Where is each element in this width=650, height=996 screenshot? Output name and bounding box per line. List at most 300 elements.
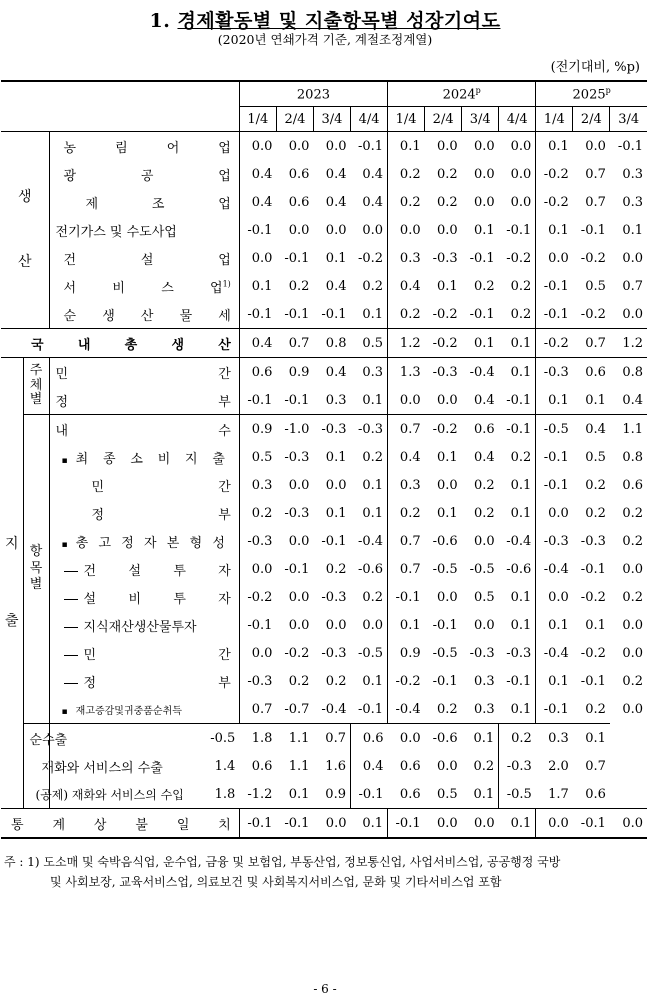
value-cell: 0.6 — [288, 194, 310, 210]
value-cell: 0.4 — [474, 392, 495, 408]
table-row — [1, 300, 647, 329]
row-label: 제 조 업 — [49, 188, 239, 216]
value-cell: 0.0 — [622, 617, 643, 633]
footnote-line-2: 및 사회보장, 교육서비스업, 의료보건 및 사회복지서비스업, 문화 및 기타서비스업 포함 — [50, 875, 502, 889]
value-cell: 0.0 — [610, 809, 647, 839]
value-cell: -0.1 — [580, 561, 606, 577]
value-cell: 0.0 — [622, 306, 643, 322]
value-cell: -0.2 — [536, 329, 573, 358]
table-row — [1, 272, 647, 300]
row-label — [49, 216, 239, 244]
value-cell: 0.2 — [499, 724, 536, 753]
value-cell: -0.2 — [425, 415, 462, 444]
value-cell: 0.2 — [622, 589, 643, 605]
value-cell: 0.2 — [622, 505, 643, 521]
value-cell: 0.7 — [573, 329, 610, 358]
value-cell: 0.0 — [474, 533, 495, 549]
value-cell: 0.2 — [288, 673, 310, 689]
value-cell: -0.2 — [536, 160, 573, 188]
value-cell: 0.4 — [325, 278, 347, 294]
value-cell: 0.6 — [399, 758, 421, 774]
value-cell: 0.0 — [622, 561, 643, 577]
value-cell: -0.5 — [536, 415, 573, 444]
value-cell: 0.8 — [622, 449, 643, 465]
value-cell: -0.6 — [357, 561, 384, 577]
table-row — [1, 583, 647, 611]
value-cell: 0.0 — [313, 809, 350, 839]
table-row — [1, 415, 647, 444]
value-cell: 0.6 — [622, 477, 643, 493]
value-cell: 0.0 — [388, 386, 425, 415]
value-cell: 0.2 — [388, 300, 425, 329]
table-row — [1, 724, 647, 753]
row-label: 정 부 — [49, 386, 239, 415]
quarter-header: 3/4 — [462, 107, 499, 132]
value-cell: 0.1 — [288, 786, 310, 802]
value-cell: 1.3 — [388, 358, 425, 387]
value-cell: 0.0 — [436, 222, 458, 238]
subtitle: (2020년 연쇄가격 기준, 계절조정계열) — [217, 32, 433, 47]
value-cell: 0.0 — [288, 533, 310, 549]
value-cell: -0.5 — [469, 561, 495, 577]
row-label: 통 계 상 불 일 치 — [1, 809, 239, 839]
row-label — [49, 695, 239, 724]
value-cell: -0.4 — [536, 555, 573, 583]
value-cell: -0.3 — [313, 415, 350, 444]
value-cell: 0.2 — [288, 278, 310, 294]
tree-connector — [64, 599, 78, 600]
value-cell: 0.2 — [585, 477, 606, 493]
value-cell: 0.2 — [436, 701, 458, 717]
value-cell: 0.2 — [585, 505, 606, 521]
value-cell: -1.2 — [247, 786, 273, 802]
row-label: 순 생 산 물 세 — [49, 300, 239, 329]
value-cell: 0.0 — [425, 809, 462, 839]
tree-connector — [64, 655, 78, 656]
value-cell: 0.0 — [436, 477, 458, 493]
table-row — [1, 752, 647, 780]
value-cell: -0.3 — [239, 527, 276, 555]
group-expenditure: 지 출 — [1, 358, 23, 809]
bullet-icon: ▪ — [61, 706, 68, 717]
value-cell: 0.1 — [499, 809, 536, 839]
value-cell: 0.0 — [536, 809, 573, 839]
value-cell: 0.0 — [239, 555, 276, 583]
value-cell: 0.2 — [362, 278, 384, 294]
value-cell: 0.4 — [474, 449, 495, 465]
value-cell: 0.0 — [499, 132, 536, 161]
value-cell: 0.1 — [585, 617, 606, 633]
value-cell: 0.2 — [510, 449, 532, 465]
value-cell: -0.3 — [425, 358, 462, 387]
value-cell: -0.3 — [350, 415, 387, 444]
value-cell: 0.1 — [436, 449, 458, 465]
value-cell: 0.1 — [536, 611, 573, 639]
table-row — [1, 160, 647, 188]
table-row — [1, 611, 647, 639]
value-cell: 0.2 — [474, 477, 495, 493]
value-cell: 0.7 — [388, 527, 425, 555]
value-cell: -0.4 — [536, 639, 573, 667]
row-label-text: 지식재산생산물투자 — [83, 619, 197, 635]
value-cell: 0.5 — [585, 278, 606, 294]
value-cell: 0.0 — [325, 617, 347, 633]
value-cell: 0.4 — [325, 194, 347, 210]
value-cell: 0.7 — [622, 278, 643, 294]
value-cell: -0.1 — [276, 809, 313, 839]
value-cell: 0.0 — [462, 809, 499, 839]
value-cell: -0.2 — [506, 250, 532, 266]
value-cell: 0.0 — [288, 477, 310, 493]
value-cell: 0.0 — [362, 222, 384, 238]
value-cell: -0.3 — [284, 449, 310, 465]
value-cell: 0.6 — [239, 358, 276, 387]
value-cell: 0.3 — [622, 166, 643, 182]
value-cell: 0.0 — [436, 589, 458, 605]
row-label: 설 비 투 자 — [49, 583, 239, 611]
value-cell: 0.4 — [388, 272, 425, 300]
value-cell: -0.5 — [432, 645, 458, 661]
value-cell: -0.6 — [432, 533, 458, 549]
value-cell: 0.0 — [425, 132, 462, 161]
year-header: 2023 — [239, 81, 387, 107]
value-cell: 0.1 — [473, 786, 495, 802]
value-cell: 0.4 — [350, 752, 387, 780]
value-cell: -0.1 — [536, 443, 573, 471]
table-row — [1, 667, 647, 695]
row-label — [23, 780, 184, 809]
row-label: 민 간 — [49, 358, 239, 387]
value-cell: 1.1 — [288, 758, 310, 774]
value-cell: 0.3 — [622, 194, 643, 210]
value-cell: 1.6 — [325, 758, 346, 774]
value-cell: -0.2 — [239, 583, 276, 611]
value-cell: -0.3 — [321, 645, 347, 661]
value-cell: 0.5 — [474, 589, 495, 605]
value-cell: 0.2 — [474, 505, 495, 521]
value-cell: 0.2 — [325, 673, 347, 689]
value-cell: 0.7 — [388, 555, 425, 583]
value-cell: -0.1 — [432, 617, 458, 633]
value-cell: 0.3 — [474, 673, 495, 689]
value-cell: 0.2 — [362, 449, 384, 465]
value-cell: -0.1 — [239, 611, 276, 639]
row-label: 건 설 업 — [49, 244, 239, 272]
value-cell: 0.1 — [325, 449, 347, 465]
value-cell: 0.6 — [585, 786, 606, 802]
value-cell: 0.1 — [350, 809, 387, 839]
value-cell: -0.1 — [499, 415, 536, 444]
value-cell: -0.1 — [239, 216, 276, 244]
value-cell: -0.1 — [321, 306, 347, 322]
value-cell: -0.3 — [321, 589, 347, 605]
value-cell: 0.0 — [276, 132, 313, 161]
quarter-header: 2/4 — [573, 107, 610, 132]
value-cell: 0.1 — [462, 329, 499, 358]
value-cell: 0.4 — [325, 166, 347, 182]
value-cell: 0.1 — [585, 392, 606, 408]
value-cell: 0.6 — [462, 415, 499, 444]
value-cell: -0.4 — [321, 701, 347, 717]
value-cell: -0.1 — [284, 561, 310, 577]
row-label: 농 림 어 업 — [49, 132, 239, 161]
quarter-header: 4/4 — [350, 107, 387, 132]
page-number: - 6 - — [313, 982, 337, 996]
value-cell: 0.4 — [362, 166, 384, 182]
value-cell: 0.6 — [251, 758, 273, 774]
quarter-header: 3/4 — [610, 107, 647, 132]
value-cell: 0.3 — [239, 471, 276, 499]
value-cell: 0.2 — [510, 306, 532, 322]
row-label: 민 간 — [49, 471, 239, 499]
value-cell: 0.0 — [362, 617, 384, 633]
value-cell: -0.2 — [580, 645, 606, 661]
value-cell: 0.4 — [239, 188, 276, 216]
value-cell: 0.1 — [573, 724, 610, 753]
table-row — [1, 386, 647, 415]
footnote-prefix: 주 : 1) — [4, 855, 40, 869]
value-cell: -0.1 — [536, 471, 573, 499]
value-cell: 0.0 — [436, 392, 458, 408]
value-cell: 1.4 — [49, 752, 239, 780]
value-cell: 0.4 — [239, 160, 276, 188]
tree-connector — [64, 571, 78, 572]
value-cell: -0.1 — [573, 809, 610, 839]
table-row — [1, 216, 647, 244]
value-cell: 0.0 — [436, 758, 458, 774]
value-cell: 0.7 — [585, 166, 606, 182]
quarter-header: 2/4 — [425, 107, 462, 132]
value-cell: 0.8 — [610, 358, 647, 387]
value-cell: 0.7 — [239, 695, 276, 724]
value-cell: -0.4 — [506, 533, 532, 549]
value-cell: 0.1 — [510, 505, 532, 521]
row-label: 서 비 스 업$^{1)}$ — [49, 272, 239, 300]
value-cell: 0.0 — [239, 244, 276, 272]
value-cell: -0.1 — [432, 673, 458, 689]
value-cell: 1.1 — [276, 724, 313, 753]
row-label: 광 공 업 — [49, 160, 239, 188]
value-cell: 0.0 — [474, 617, 495, 633]
value-cell: 0.0 — [388, 216, 425, 244]
value-cell: 0.9 — [388, 639, 425, 667]
value-cell: -0.5 — [432, 561, 458, 577]
value-cell: 0.2 — [362, 589, 384, 605]
value-cell: -0.3 — [469, 645, 495, 661]
value-cell: 1.8 — [239, 724, 276, 753]
value-cell: -0.1 — [284, 306, 310, 322]
value-cell: 0.2 — [436, 166, 458, 182]
value-cell: 0.4 — [573, 415, 610, 444]
value-cell: 0.0 — [239, 639, 276, 667]
value-cell: 0.1 — [474, 222, 495, 238]
year-header: 2024$^p$ — [388, 81, 536, 107]
bullet-icon: ▪ — [61, 455, 68, 466]
row-label-text: 재고증감및귀중품순취득 — [75, 705, 182, 717]
value-cell: -0.1 — [536, 300, 573, 329]
value-cell: -0.1 — [321, 533, 347, 549]
value-cell: -0.1 — [350, 780, 387, 809]
value-cell: 0.3 — [388, 471, 425, 499]
row-label: ▪ 총 고 정 자 본 형 성 — [49, 527, 239, 555]
table-row — [1, 499, 647, 527]
value-cell: -0.4 — [357, 533, 384, 549]
value-cell: 0.3 — [350, 358, 387, 387]
unit-label: (전기대비, %p) — [550, 60, 640, 75]
value-cell: -0.6 — [506, 561, 532, 577]
value-cell: 0.2 — [325, 561, 347, 577]
value-cell: 0.0 — [325, 222, 347, 238]
value-cell: 0.9 — [239, 415, 276, 444]
group-by-item: 항목별 — [23, 415, 49, 724]
value-cell: 0.7 — [388, 415, 425, 444]
value-cell: 0.5 — [585, 449, 606, 465]
value-cell: -0.2 — [284, 645, 310, 661]
value-cell: 0.7 — [313, 724, 350, 753]
value-cell: 0.1 — [388, 611, 425, 639]
value-cell: 0.3 — [388, 244, 425, 272]
value-cell: 0.0 — [388, 724, 425, 753]
value-cell: 0.1 — [362, 477, 384, 493]
value-cell: -0.1 — [388, 583, 425, 611]
value-cell: 0.0 — [510, 194, 532, 210]
value-cell: 1.2 — [388, 329, 425, 358]
value-cell: 0.0 — [313, 132, 350, 161]
row-label — [49, 611, 239, 639]
value-cell: -0.5 — [357, 645, 384, 661]
title-number: 1. — [149, 10, 171, 32]
value-cell: -0.2 — [536, 188, 573, 216]
value-cell: -0.3 — [239, 667, 276, 695]
value-cell: 1.1 — [610, 415, 647, 444]
value-cell: 0.0 — [288, 222, 310, 238]
value-cell: -0.1 — [610, 132, 647, 161]
value-cell: 0.1 — [362, 505, 384, 521]
value-cell: 0.9 — [276, 358, 313, 387]
value-cell: 0.2 — [473, 758, 495, 774]
value-cell: -0.1 — [506, 392, 532, 408]
value-cell: 0.1 — [239, 272, 276, 300]
document-title — [0, 6, 650, 33]
value-cell: -0.2 — [580, 306, 606, 322]
value-cell: 0.1 — [362, 673, 384, 689]
quarter-header: 1/4 — [388, 107, 425, 132]
value-cell: 0.4 — [239, 329, 276, 358]
tree-connector — [64, 683, 78, 684]
value-cell: 0.0 — [573, 132, 610, 161]
value-cell: 0.4 — [388, 443, 425, 471]
value-cell: 0.2 — [622, 673, 643, 689]
value-cell: 0.2 — [239, 499, 276, 527]
value-cell: -0.1 — [357, 701, 384, 717]
value-cell: 0.0 — [474, 166, 495, 182]
row-label: 내 수 — [49, 415, 239, 444]
year-header: 2025$^p$ — [536, 81, 647, 107]
value-cell: -0.1 — [388, 809, 425, 839]
value-cell: 0.7 — [276, 329, 313, 358]
title-text: 경제활동별 및 지출항목별 성장기여도 — [177, 10, 501, 32]
row-label: 민 간 — [49, 639, 239, 667]
value-cell: -0.6 — [425, 724, 462, 753]
row-label-text: 전기가스 및 수도사업 — [55, 224, 177, 240]
row-label: 건 설 투 자 — [49, 555, 239, 583]
table-row — [1, 471, 647, 499]
value-cell: -0.1 — [536, 695, 573, 724]
value-cell: 0.1 — [536, 132, 573, 161]
quarter-header: 4/4 — [499, 107, 536, 132]
header-corner — [1, 81, 239, 132]
table-row — [1, 244, 647, 272]
value-cell: 0.7 — [585, 194, 606, 210]
value-cell: 0.4 — [313, 358, 350, 387]
value-cell: 0.6 — [350, 724, 387, 753]
value-cell: 0.0 — [288, 617, 310, 633]
value-cell: 0.1 — [362, 392, 384, 408]
group-production: 생 산 — [1, 132, 49, 329]
value-cell: 0.1 — [325, 505, 347, 521]
value-cell: -0.2 — [580, 250, 606, 266]
value-cell: 0.5 — [436, 786, 458, 802]
value-cell: 0.1 — [499, 358, 536, 387]
tree-connector — [64, 627, 78, 628]
value-cell: 0.1 — [510, 477, 532, 493]
value-cell: -0.4 — [462, 358, 499, 387]
value-cell: -0.2 — [425, 329, 462, 358]
value-cell: -0.2 — [357, 250, 384, 266]
value-cell: -0.2 — [388, 667, 425, 695]
value-cell: -0.3 — [284, 505, 310, 521]
value-cell: -0.1 — [506, 222, 532, 238]
value-cell: 0.0 — [536, 583, 573, 611]
value-cell: 0.0 — [288, 589, 310, 605]
table-row — [1, 809, 647, 839]
table-row — [1, 188, 647, 216]
value-cell: 1.2 — [610, 329, 647, 358]
value-cell: 0.2 — [388, 188, 425, 216]
value-cell: -0.1 — [239, 386, 276, 415]
value-cell: 0.1 — [536, 386, 573, 415]
contribution-table — [1, 80, 647, 839]
table-row — [1, 132, 647, 161]
bullet-icon: ▪ — [61, 539, 68, 550]
group-by-subject: 주체별 — [23, 358, 49, 415]
table-row — [1, 329, 647, 358]
value-cell: 0.0 — [536, 244, 573, 272]
value-cell: 0.2 — [474, 278, 495, 294]
value-cell: -0.3 — [536, 358, 573, 387]
value-cell: -0.1 — [469, 306, 495, 322]
value-cell: 2.0 — [548, 758, 569, 774]
value-cell: 1.8 — [49, 780, 239, 809]
value-cell: -0.3 — [432, 250, 458, 266]
row-label: 정 부 — [49, 667, 239, 695]
quarter-header: 1/4 — [536, 107, 573, 132]
value-cell: 0.1 — [436, 278, 458, 294]
value-cell: -0.1 — [506, 673, 532, 689]
value-cell: 0.2 — [510, 278, 532, 294]
value-cell: 0.1 — [388, 132, 425, 161]
value-cell: 0.3 — [536, 724, 573, 753]
value-cell: 0.2 — [388, 499, 425, 527]
table-row — [1, 527, 647, 555]
table-row — [1, 443, 647, 471]
value-cell: -0.1 — [239, 300, 276, 329]
value-cell: 0.0 — [239, 132, 276, 161]
value-cell: 0.1 — [536, 216, 573, 244]
table-row — [1, 695, 647, 724]
value-cell: 1.7 — [548, 786, 569, 802]
value-cell: 0.2 — [622, 533, 643, 549]
